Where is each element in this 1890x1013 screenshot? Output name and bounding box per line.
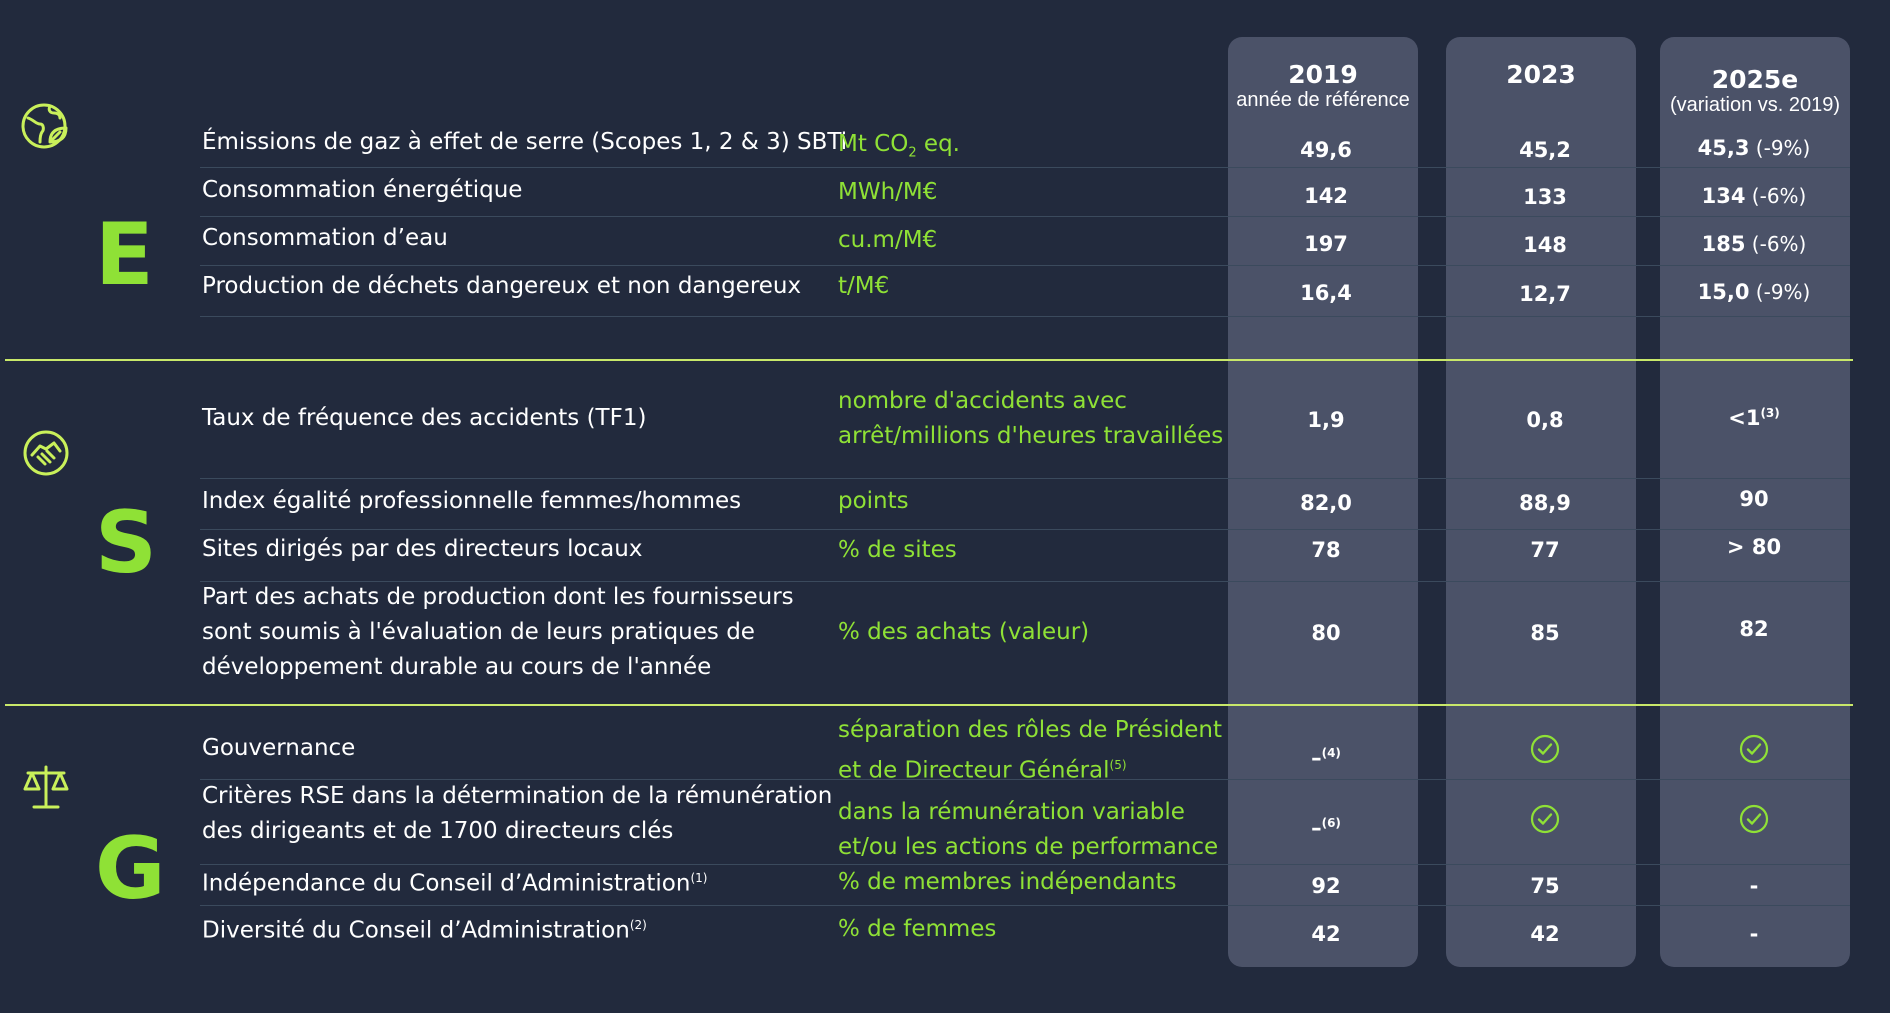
header-subtitle: année de référence	[1236, 89, 1410, 111]
value-equality-2019: 82,0	[1300, 491, 1352, 515]
unit-line: nombre d'accidents avec	[838, 388, 1127, 414]
unit-indep: % de membres indépendants	[838, 869, 1177, 895]
value-diversity-2019: 42	[1311, 922, 1341, 946]
value-water-2025: 185 (-6%)	[1701, 232, 1807, 256]
unit-line: séparation des rôles de Président	[838, 717, 1222, 743]
value-indep-2025: -	[1749, 874, 1759, 898]
label-equality: Index égalité professionnelle femmes/hommes	[202, 488, 742, 514]
label-line: développement durable au cours de l'année	[202, 654, 712, 680]
value-tf1-2023: 0,8	[1526, 408, 1564, 432]
unit-waste: t/M€	[838, 273, 890, 299]
label-line: Critères RSE dans la détermination de la rémunération	[202, 783, 833, 809]
row-divider	[200, 265, 1850, 266]
section-separator	[5, 359, 1853, 361]
handshake-icon	[20, 427, 72, 479]
label-line: sont soumis à l'évaluation de leurs pratiques de	[202, 619, 755, 645]
row-divider	[200, 216, 1850, 217]
unit-energy: MWh/M€	[838, 179, 938, 205]
unit-rse	[838, 795, 1218, 865]
label-gov: Gouvernance	[202, 735, 356, 761]
header-2019	[1228, 60, 1418, 112]
value-rse-2023	[1455, 803, 1635, 843]
header-year: 2023	[1506, 60, 1576, 89]
value-indep-2019: 92	[1311, 874, 1341, 898]
label-rse	[202, 779, 832, 849]
unit-local: % de sites	[838, 537, 957, 563]
unit-line: et de Directeur Général$^{(5)}$	[838, 757, 1127, 784]
header-2025	[1660, 65, 1850, 117]
section-letter-g: G	[95, 819, 166, 919]
value-purchase-2019: 80	[1311, 621, 1341, 645]
value-rse-2019: –$^{(6)}$	[1311, 816, 1341, 840]
row-divider	[200, 167, 1850, 168]
unit-gov	[838, 713, 1222, 789]
value-gov-2025	[1664, 733, 1844, 773]
value-rse-2025	[1664, 803, 1844, 843]
unit-water: cu.m/M€	[838, 227, 938, 253]
unit-line: arrêt/millions d'heures travaillées	[838, 423, 1224, 449]
header-2023	[1446, 60, 1636, 89]
value-energy-2023: 133	[1523, 185, 1567, 209]
check-circle-icon	[1529, 733, 1561, 765]
value-waste-2019: 16,4	[1300, 281, 1352, 305]
value-diversity-2025: -	[1749, 922, 1759, 946]
row-divider	[200, 905, 1850, 906]
label-indep: Indépendance du Conseil d’Administration$^{(1)}$	[202, 870, 708, 897]
unit-diversity: % de femmes	[838, 916, 997, 942]
unit-line: dans la rémunération variable	[838, 799, 1185, 825]
value-ghg-2023: 45,2	[1519, 138, 1571, 162]
unit-ghg: Mt $CO_2$ eq.	[838, 131, 960, 161]
check-circle-icon	[1738, 733, 1770, 765]
globe-leaf-icon	[20, 100, 72, 152]
unit-equality: points	[838, 488, 909, 514]
value-waste-2023: 12,7	[1519, 282, 1571, 306]
value-tf1-2019: 1,9	[1307, 408, 1345, 432]
unit-line: et/ou les actions de performance	[838, 834, 1219, 860]
value-energy-2019: 142	[1304, 184, 1348, 208]
section-letter-s: S	[95, 493, 157, 593]
value-diversity-2023: 42	[1530, 922, 1560, 946]
section-letter-e: E	[95, 205, 154, 305]
section-separator	[5, 704, 1853, 706]
scales-icon	[20, 761, 72, 813]
value-purchase-2025: 82	[1739, 617, 1769, 641]
label-local: Sites dirigés par des directeurs locaux	[202, 536, 643, 562]
row-divider	[200, 529, 1850, 530]
label-energy: Consommation énergétique	[202, 177, 523, 203]
value-waste-2025: 15,0 (-9%)	[1697, 280, 1811, 304]
value-water-2019: 197	[1304, 232, 1348, 256]
header-subtitle: (variation vs. 2019)	[1669, 94, 1841, 116]
value-indep-2023: 75	[1530, 874, 1560, 898]
row-divider	[200, 316, 1850, 317]
check-circle-icon	[1529, 803, 1561, 835]
label-line: des dirigeants et de 1700 directeurs clés	[202, 818, 674, 844]
value-purchase-2023: 85	[1530, 621, 1560, 645]
unit-purchase: % des achats (valeur)	[838, 619, 1090, 645]
value-energy-2025: 134 (-6%)	[1701, 184, 1807, 208]
check-circle-icon	[1738, 803, 1770, 835]
label-diversity: Diversité du Conseil d’Administration$^{(2)}$	[202, 917, 647, 944]
value-ghg-2019: 49,6	[1300, 138, 1352, 162]
label-ghg: Émissions de gaz à effet de serre (Scopes 1, 2 & 3) SBTi	[202, 129, 848, 155]
header-year: 2025e	[1711, 65, 1799, 94]
row-divider	[200, 478, 1850, 479]
value-ghg-2025: 45,3 (-9%)	[1697, 136, 1811, 160]
label-water: Consommation d’eau	[202, 225, 448, 251]
label-waste: Production de déchets dangereux et non dangereux	[202, 273, 802, 299]
value-local-2025: > 80	[1726, 535, 1782, 559]
unit-tf1	[838, 384, 1223, 454]
header-year: 2019	[1288, 60, 1358, 89]
value-equality-2023: 88,9	[1519, 491, 1571, 515]
value-local-2023: 77	[1530, 538, 1560, 562]
value-gov-2019: –$^{(4)}$	[1311, 746, 1341, 770]
label-line: Part des achats de production dont les fournisseurs	[202, 584, 794, 610]
value-tf1-2025: $<1^{(3)}$	[1728, 406, 1780, 430]
value-water-2023: 148	[1523, 233, 1567, 257]
value-equality-2025: 90	[1739, 487, 1769, 511]
value-gov-2023	[1455, 733, 1635, 773]
label-tf1: Taux de fréquence des accidents (TF1)	[202, 405, 647, 431]
label-purchase	[202, 580, 794, 685]
value-local-2019: 78	[1311, 538, 1341, 562]
